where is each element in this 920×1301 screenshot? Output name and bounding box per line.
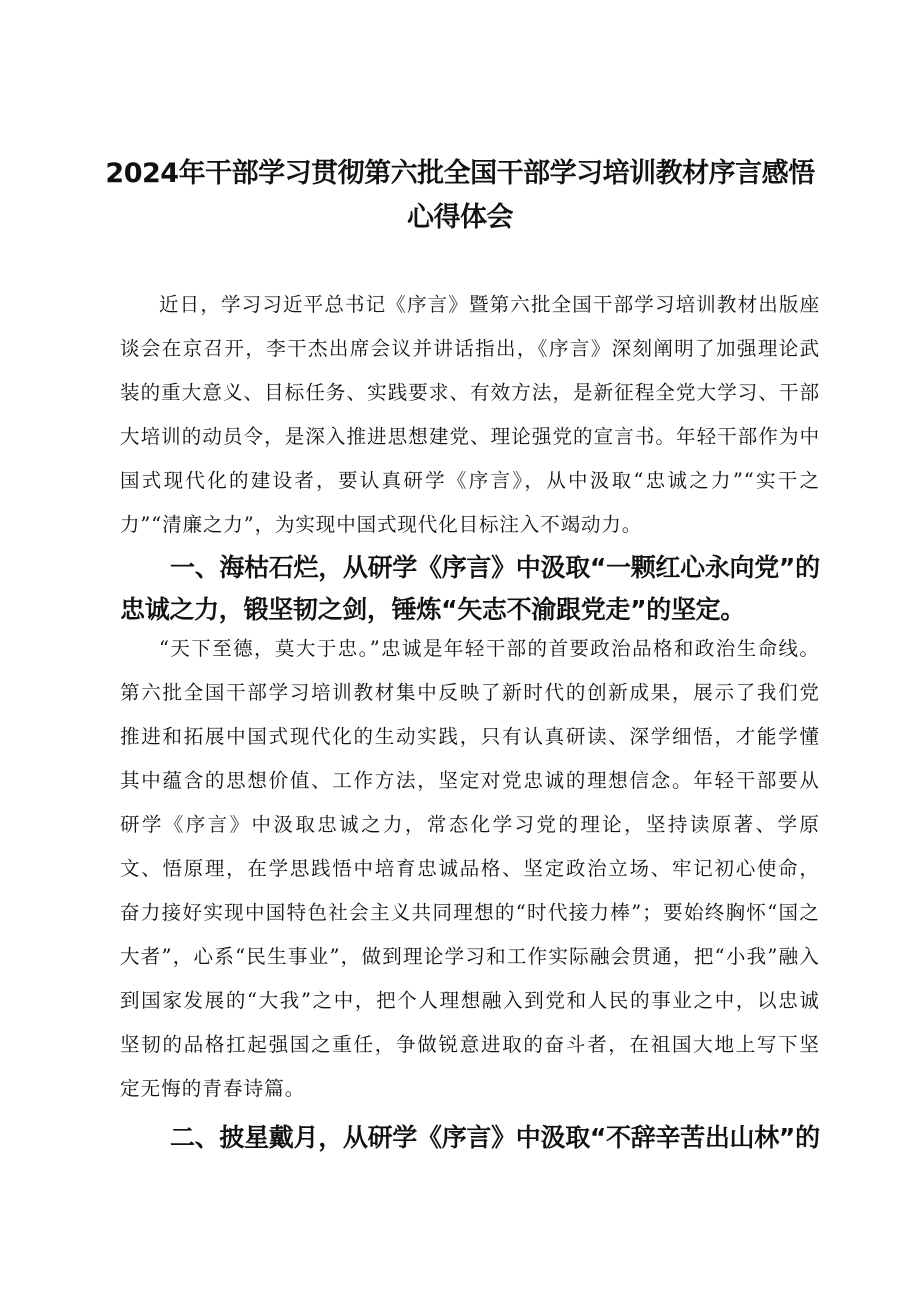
intro-paragraph: 近日，学习习近平总书记《序言》暨第六批全国干部学习培训教材出版座谈会在京召开，李干杰出席会议并讲话指出，《序言》深刻阐明了加强理论武装的重大意义、目标任务、实践要求、有效方法，是新征程全党大学习、干部大培训的动员令，是深入推进思想建党、理论强党的宣言书。年轻干部作为中国式现代化的建设者，要认真研学《序言》，从中汲取“忠诚之力”“实干之力”“清廉之力”，为实现中国式现代化目标注入不竭动力。	[120, 293, 820, 536]
section-heading-2: 二、披星戴月，从研学《序言》中汲取“不辞辛苦出山林”的	[170, 1123, 820, 1152]
section-heading-1: 一、海枯石烂，从研学《序言》中汲取“一颗红心永向党”的忠诚之力，锻坚韧之剑，锤炼“矢志不渝跟党走”的坚定。	[120, 553, 820, 624]
document-title	[100, 152, 820, 240]
title-line-2: 心得体会	[407, 202, 513, 233]
title-line-1: 2024年干部学习贯彻第六批全国干部学习培训教材序言感悟	[105, 158, 815, 189]
section-1-paragraph: “天下至德，莫大于忠。”忠诚是年轻干部的首要政治品格和政治生命线。第六批全国干部学习培训教材集中反映了新时代的创新成果，展示了我们党推进和拓展中国式现代化的生动实践，只有认真研读、深学细悟，才能学懂其中蕴含的思想价值、工作方法，坚定对党忠诚的理想信念。年轻干部要从研学《序言》中汲取忠诚之力，常态化学习党的理论，坚持读原著、学原文、悟原理，在学思践悟中培育忠诚品格、坚定政治立场、牢记初心使命，奋力接好实现中国特色社会主义共同理想的“时代接力棒”；要始终胸怀“国之大者”，心系“民生事业”，做到理论学习和工作实际融会贯通，把“小我”融入到国家发展的“大我”之中，把个人理想融入到党和人民的事业之中，以忠诚坚韧的品格扛起强国之重任，争做锐意进取的奋斗者，在祖国大地上写下坚定无悔的青春诗篇。	[120, 637, 820, 1100]
